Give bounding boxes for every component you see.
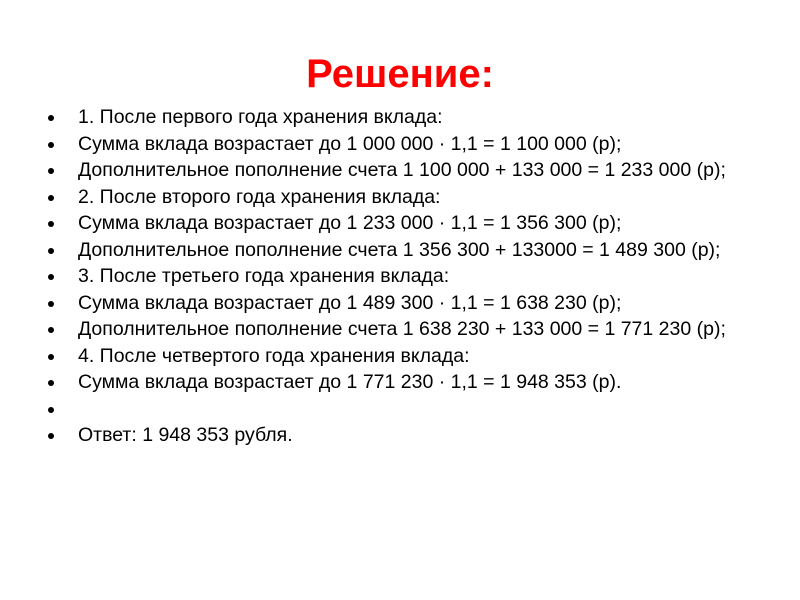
bullet-item-deposit-1: Дополнительное пополнение счета 1 100 000 + 133 000 = 1 233 000 (р); (46, 157, 756, 184)
solution-bullet-list (46, 104, 756, 449)
bullet-item-answer: Ответ: 1 948 353 рубля. (46, 422, 756, 449)
bullet-item-step-2: 2. После второго года хранения вклада: (46, 184, 756, 211)
bullet-item-empty (46, 396, 756, 423)
bullet-item-growth-3: Сумма вклада возрастает до 1 489 300 · 1,1 = 1 638 230 (р); (46, 290, 756, 317)
bullet-item-step-1: 1. После первого года хранения вклада: (46, 104, 756, 131)
bullet-item-deposit-3: Дополнительное пополнение счета 1 638 230 + 133 000 = 1 771 230 (р); (46, 316, 756, 343)
bullet-item-step-4: 4. После четвертого года хранения вклада: (46, 343, 756, 370)
bullet-item-step-3: 3. После третьего года хранения вклада: (46, 263, 756, 290)
bullet-item-growth-1: Сумма вклада возрастает до 1 000 000 · 1,1 = 1 100 000 (р); (46, 131, 756, 158)
slide-title: Решение: (306, 52, 494, 96)
bullet-item-deposit-2: Дополнительное пополнение счета 1 356 300 + 133000 = 1 489 300 (р); (46, 237, 756, 264)
bullet-item-growth-2: Сумма вклада возрастает до 1 233 000 · 1,1 = 1 356 300 (р); (46, 210, 756, 237)
bullet-item-growth-4: Сумма вклада возрастает до 1 771 230 · 1,1 = 1 948 353 (р). (46, 369, 756, 396)
